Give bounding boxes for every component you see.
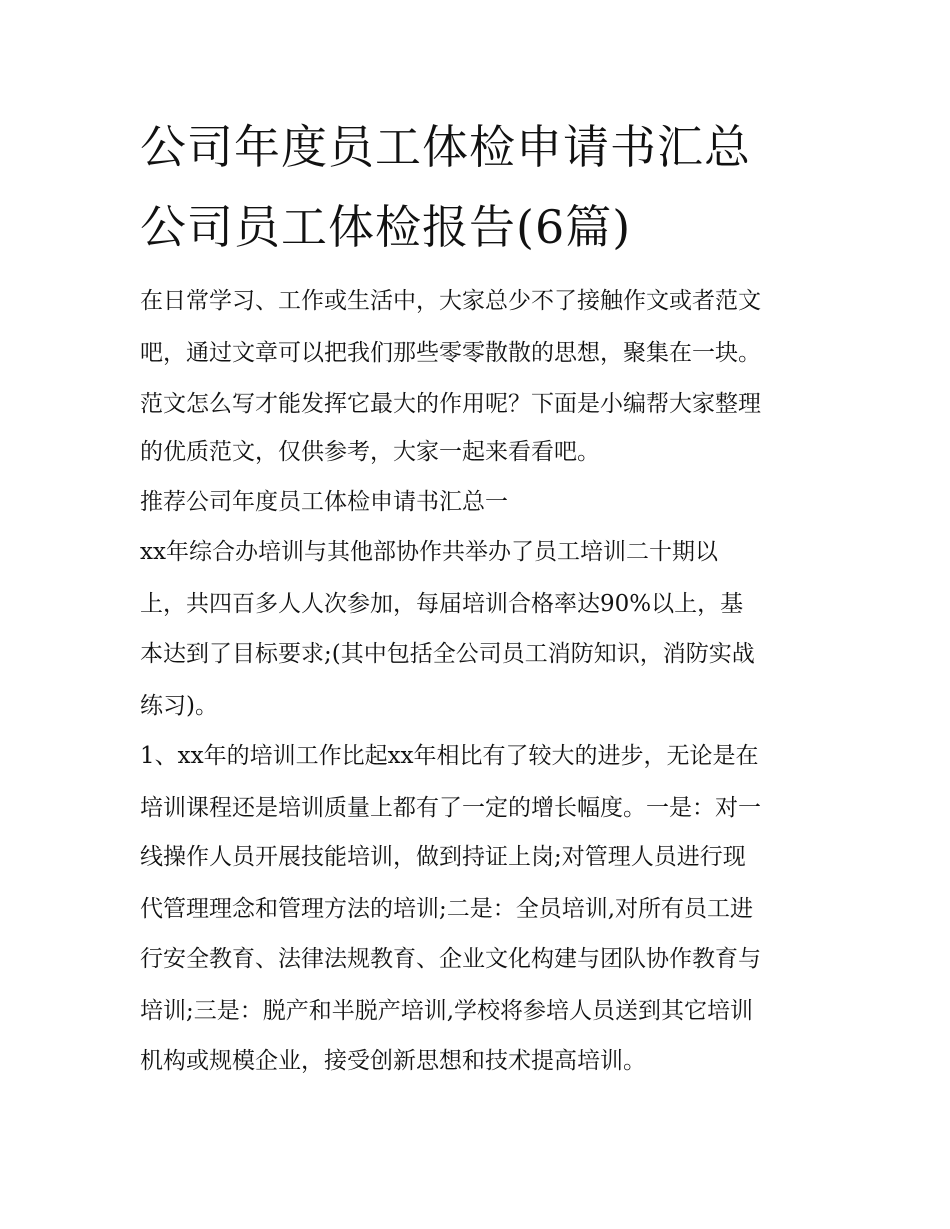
paragraph-line: 1、xx年的培训工作比起xx年相比有了较大的进步，无论是在 <box>140 743 759 769</box>
paragraph-line: 代管理理念和管理方法的培训;二是：全员培训,对所有员工进 <box>140 896 754 922</box>
paragraph-line: 范文怎么写才能发挥它最大的作用呢？下面是小编帮大家整理 <box>140 391 761 417</box>
paragraph-line: 培训;三是：脱产和半脱产培训,学校将参培人员送到其它培训 <box>140 998 754 1024</box>
paragraph-line: 练习)。 <box>140 693 218 719</box>
paragraph-line: xx年综合办培训与其他部协作共举办了员工培训二十期以 <box>140 539 718 565</box>
paragraph-line: 吧，通过文章可以把我们那些零零散散的思想，聚集在一块。 <box>140 340 761 366</box>
paragraph-line: 培训课程还是培训质量上都有了一定的增长幅度。一是：对一 <box>140 795 761 821</box>
paragraph-line: 行安全教育、法律法规教育、企业文化构建与团队协作教育与 <box>140 946 761 972</box>
paragraph-line: 本达到了目标要求;(其中包括全公司员工消防知识，消防实战 <box>140 641 755 667</box>
section-heading: 推荐公司年度员工体检申请书汇总一 <box>140 489 508 515</box>
paragraph-line: 上，共四百多人人次参加，每届培训合格率达90%以上，基 <box>140 591 744 617</box>
paragraph-line: 机构或规模企业，接受创新思想和技术提高培训。 <box>140 1048 646 1074</box>
paragraph-line: 的优质范文，仅供参考，大家一起来看看吧。 <box>140 439 600 465</box>
document-title-line-1: 公司年度员工体检申请书汇总 <box>140 120 751 174</box>
document-title-line-2: 公司员工体检报告(6篇) <box>140 200 632 254</box>
paragraph-line: 线操作人员开展技能培训，做到持证上岗;对管理人员进行现 <box>140 844 746 870</box>
paragraph-line: 在日常学习、工作或生活中，大家总少不了接触作文或者范文 <box>140 288 761 314</box>
